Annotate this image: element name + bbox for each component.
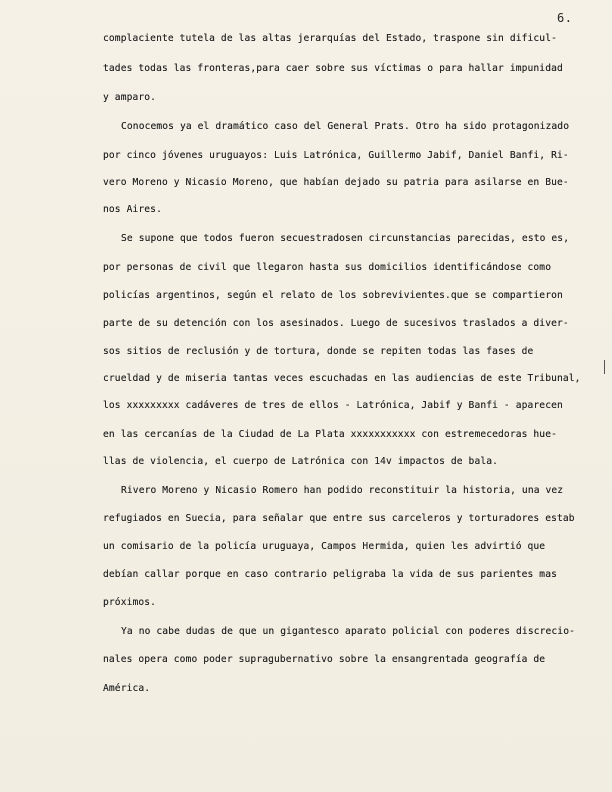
text-line: por personas de civil que llegaron hasta sus domicilios identificándose como — [103, 262, 552, 273]
text-line: Conocemos ya el dramático caso del General Prats. Otro ha sido protagonizado — [121, 121, 570, 132]
text-line: parte de su detención con los asesinados. Luego de sucesivos traslados a diver- — [103, 318, 569, 329]
text-line: los xxxxxxxxx cadáveres de tres de ellos - Latrónica, Jabif y Banfi - aparecen — [103, 400, 563, 411]
text-line: policías argentinos, según el relato de los sobrevivientes.que se compartieron — [103, 290, 563, 301]
text-line: complaciente tutela de las altas jerarquías del Estado, traspone sin dificul- — [103, 33, 557, 44]
text-line: un comisario de la policía uruguaya, Campos Hermida, quien les advirtió que — [103, 541, 546, 552]
text-line: crueldad y de miseria tantas veces escuchadas en las audiencias de este Tribunal, — [103, 373, 581, 384]
text-line: debían callar porque en caso contrario peligraba la vida de sus parientes mas — [103, 569, 557, 580]
text-line: Rivero Moreno y Nicasio Romero han podido reconstituir la historia, una vez — [121, 485, 564, 496]
text-line: por cinco jóvenes uruguayos: Luis Latrónica, Guillermo Jabif, Daniel Banfi, Ri- — [103, 150, 569, 161]
text-line: nales opera como poder supragubernativo sobre la ensangrentada geografía de — [103, 654, 546, 665]
text-line: próximos. — [103, 597, 157, 608]
margin-mark — [604, 360, 605, 374]
text-line: tades todas las fronteras,para caer sobre sus víctimas o para hallar impunidad — [103, 63, 563, 74]
text-line: sos sitios de reclusión y de tortura, donde se repiten todas las fases de — [103, 346, 534, 357]
text-line: Se supone que todos fueron secuestradosen circunstancias parecidas, esto es, — [121, 233, 570, 244]
text-line: y amparo. — [103, 92, 157, 103]
text-line: refugiados en Suecia, para señalar que entre sus carceleros y torturadores estab — [103, 513, 575, 524]
text-line: nos Aires. — [103, 204, 162, 215]
text-line: llas de violencia, el cuerpo de Latrónica con 14v impactos de bala. — [103, 456, 499, 467]
page-number: 6. — [557, 11, 573, 25]
text-line: América. — [103, 683, 151, 694]
text-line: vero Moreno y Nicasio Moreno, que habían dejado su patria para asilarse en Bue- — [103, 177, 569, 188]
text-line: Ya no cabe dudas de que un gigantesco aparato policial con poderes discrecio- — [121, 626, 575, 637]
text-line: en las cercanías de la Ciudad de La Plata xxxxxxxxxxx con estremecedoras hue- — [103, 429, 557, 440]
